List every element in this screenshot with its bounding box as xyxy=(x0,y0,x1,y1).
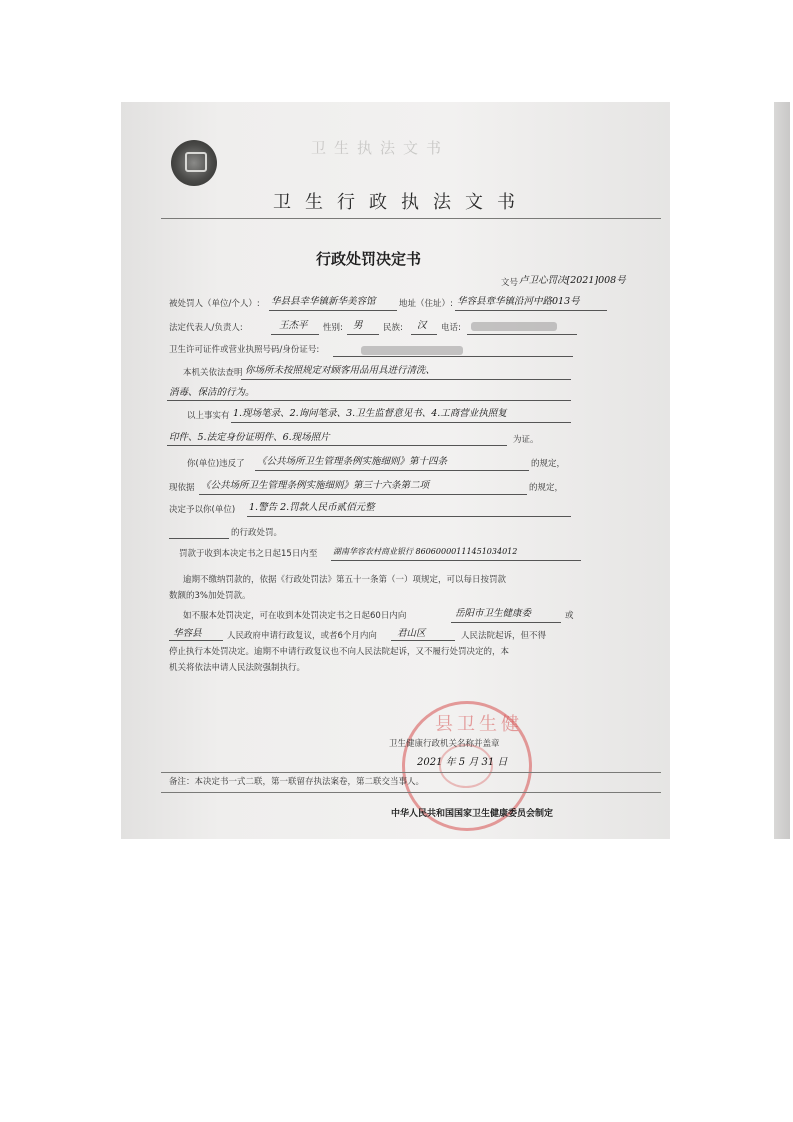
ethnicity-label: 民族: xyxy=(383,323,403,333)
appeal-text-3: 机关将依法申请人民法院强制执行。 xyxy=(169,663,306,673)
decision-value: 1.警告 2.罚款人民币贰佰元整 xyxy=(249,502,375,513)
payment-value: 湖南华容农村商业银行 86060000111451034012 xyxy=(333,547,518,556)
appeal-value-3: 君山区 xyxy=(397,628,426,639)
note-rule xyxy=(161,772,661,773)
party-value: 华县县幸华镇新华美容馆 xyxy=(271,296,376,307)
phone-redaction xyxy=(471,322,557,331)
document-title: 行政处罚决定书 xyxy=(316,250,422,268)
note-bottom-rule xyxy=(161,792,661,793)
decision-intro: 决定予以你(单位) xyxy=(169,505,236,515)
violation-suffix: 的规定， xyxy=(531,459,566,469)
evidence-suffix: 为证。 xyxy=(513,435,539,445)
seal-text: 县卫生健 xyxy=(435,714,523,735)
address-value: 华容县章华镇沿河中路013号 xyxy=(457,296,580,307)
footer-issuer: 中华人民共和国国家卫生健康委员会制定 xyxy=(391,809,554,819)
rep-value: 王杰平 xyxy=(279,320,308,331)
basis-value: 《公共场所卫生管理条例实施细则》第三十六条第二项 xyxy=(201,480,430,491)
payment-intro: 罚款于收到本决定书之日起15日内至 xyxy=(179,549,318,559)
date-value: 2021 年 5 月 31 日 xyxy=(417,757,508,768)
rep-label: 法定代表人/负责人: xyxy=(169,323,243,333)
appeal-intro: 如不服本处罚决定，可在收到本处罚决定书之日起60日内向 xyxy=(183,611,407,621)
evidence-intro: 以上事实有 xyxy=(187,411,230,421)
overdue-text-1: 逾期不缴纳罚款的，依据《行政处罚法》第五十一条第（一）项规定，可以每日按罚款 xyxy=(183,575,507,585)
gender-label: 性别: xyxy=(323,323,343,333)
paper-edge xyxy=(774,102,790,839)
appeal-or: 或 xyxy=(565,611,574,621)
bleed-through-text: 卫生执法文书 xyxy=(311,139,450,157)
violation-value: 《公共场所卫生管理条例实施细则》第十四条 xyxy=(257,456,448,467)
violation-intro: 你(单位)违反了 xyxy=(187,459,245,469)
fact-value-1: 你场所未按照规定对顾客用品用具进行清洗、 xyxy=(245,365,436,376)
doc-number-label: 文号 xyxy=(501,278,519,288)
fact-intro: 本机关依法查明 xyxy=(183,368,243,378)
header-title: 卫生行政执法文书 xyxy=(273,192,529,213)
ethnicity-value: 汉 xyxy=(417,320,427,331)
gender-value: 男 xyxy=(353,320,363,331)
appeal-tail: 人民法院起诉，但不得 xyxy=(461,631,547,641)
appeal-mid: 人民政府申请行政复议，或者6个月内向 xyxy=(227,631,377,641)
national-emblem-icon xyxy=(171,140,217,186)
appeal-value-2: 华容县 xyxy=(173,628,202,639)
appeal-text-2: 停止执行本处罚决定。逾期不申请行政复议也不向人民法院起诉，又不履行处罚决定的，本 xyxy=(169,647,510,657)
phone-label: 电话: xyxy=(441,323,461,333)
party-label: 被处罚人（单位/个人）: xyxy=(169,299,260,309)
license-label: 卫生许可证件或营业执照号码/身份证号: xyxy=(169,345,320,355)
document-photo xyxy=(121,102,670,839)
evidence-value-2: 印件、5.法定身份证明件、6.现场照片 xyxy=(169,432,330,443)
decision-suffix: 的行政处罚。 xyxy=(231,528,283,538)
basis-suffix: 的规定， xyxy=(529,483,564,493)
license-redaction xyxy=(361,346,463,355)
evidence-value-1: 1.现场笔录、2.询问笔录、3.卫生监督意见书、4.工商营业执照复 xyxy=(233,408,507,419)
doc-number-value: 卢卫心罚决[2021]008号 xyxy=(519,275,626,286)
appeal-value-1: 岳阳市卫生健康委 xyxy=(455,608,532,619)
fact-value-2: 消毒、保洁的行为。 xyxy=(169,387,255,398)
header-rule xyxy=(161,218,661,219)
address-label: 地址（住址）: xyxy=(399,299,453,309)
basis-intro: 现依据 xyxy=(169,483,195,493)
overdue-text-2: 数额的3%加处罚款。 xyxy=(169,591,251,601)
signature-label: 卫生健康行政机关名称并盖章 xyxy=(389,739,500,749)
note-text: 备注：本决定书一式二联，第一联留存执法案卷，第二联交当事人。 xyxy=(169,777,425,787)
